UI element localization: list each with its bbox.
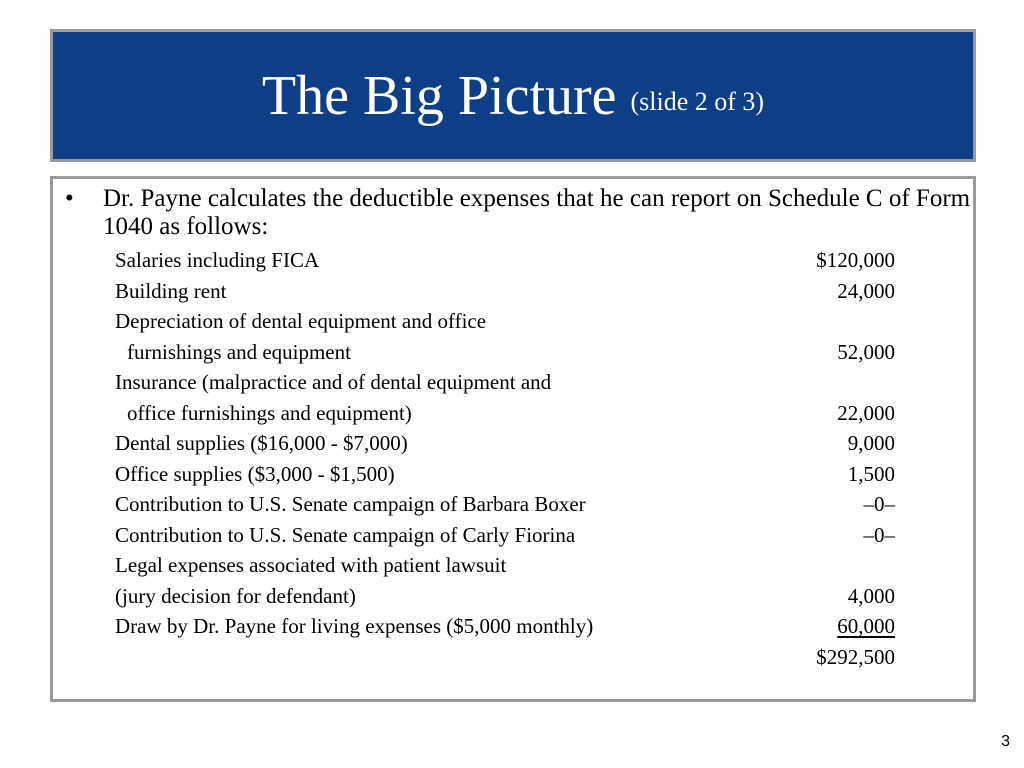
expense-list [115,247,895,674]
slide-title: The Big Picture [261,64,617,127]
page-number: 3 [1001,733,1010,750]
expense-label: Salaries including FICA [115,248,320,272]
slide-subtitle: (slide 2 of 3) [630,86,765,116]
expense-label: Depreciation of dental equipment and office [115,309,487,333]
expense-amount: –0– [863,522,895,547]
bullet-item [65,185,971,241]
expense-amount: 1,500 [847,461,895,486]
expense-row [115,308,895,339]
expense-label: Draw by Dr. Payne for living expenses ($5,000 monthly) [115,614,594,638]
expense-row [115,247,895,278]
bullet-marker: • [65,185,74,212]
expense-label: office furnishings and equipment) [127,400,412,425]
bullet-text: Dr. Payne calculates the deductible expenses that he can report on Schedule C of Form 1040 as follows: [103,185,971,240]
expense-amount: –0– [863,492,895,516]
title-banner [50,29,976,162]
expense-row [115,461,895,492]
expense-row [115,491,895,522]
expense-row [115,430,895,461]
expense-amount: 9,000 [847,431,895,455]
expense-label: Legal expenses associated with patient lawsuit [115,553,507,577]
expense-label: Dental supplies ($16,000 - $7,000) [115,431,408,455]
expense-row [115,583,895,614]
expense-amount: 22,000 [837,400,895,425]
expense-row [115,522,895,553]
expense-row [115,400,895,431]
expense-label: Building rent [115,278,227,303]
expense-row [115,613,895,644]
expense-label: furnishings and equipment [127,339,351,364]
expense-label: Contribution to U.S. Senate campaign of Barbara Boxer [115,492,586,516]
expense-row [115,369,895,400]
content-panel [50,176,976,702]
expense-row [115,552,895,583]
expense-amount: 60,000 [837,614,895,638]
total-amount: $292,500 [816,644,895,669]
expense-amount: 24,000 [837,278,895,303]
expense-amount: $120,000 [816,248,895,272]
expense-row [115,278,895,309]
expense-label: Contribution to U.S. Senate campaign of Carly Fiorina [115,522,576,547]
expense-label: Office supplies ($3,000 - $1,500) [115,461,395,486]
expense-amount: 52,000 [837,339,895,364]
expense-label: (jury decision for defendant) [115,583,356,608]
expense-amount: 4,000 [847,583,895,608]
total-row [115,644,895,675]
expense-row [115,339,895,370]
expense-label: Insurance (malpractice and of dental equipment and [115,370,552,394]
